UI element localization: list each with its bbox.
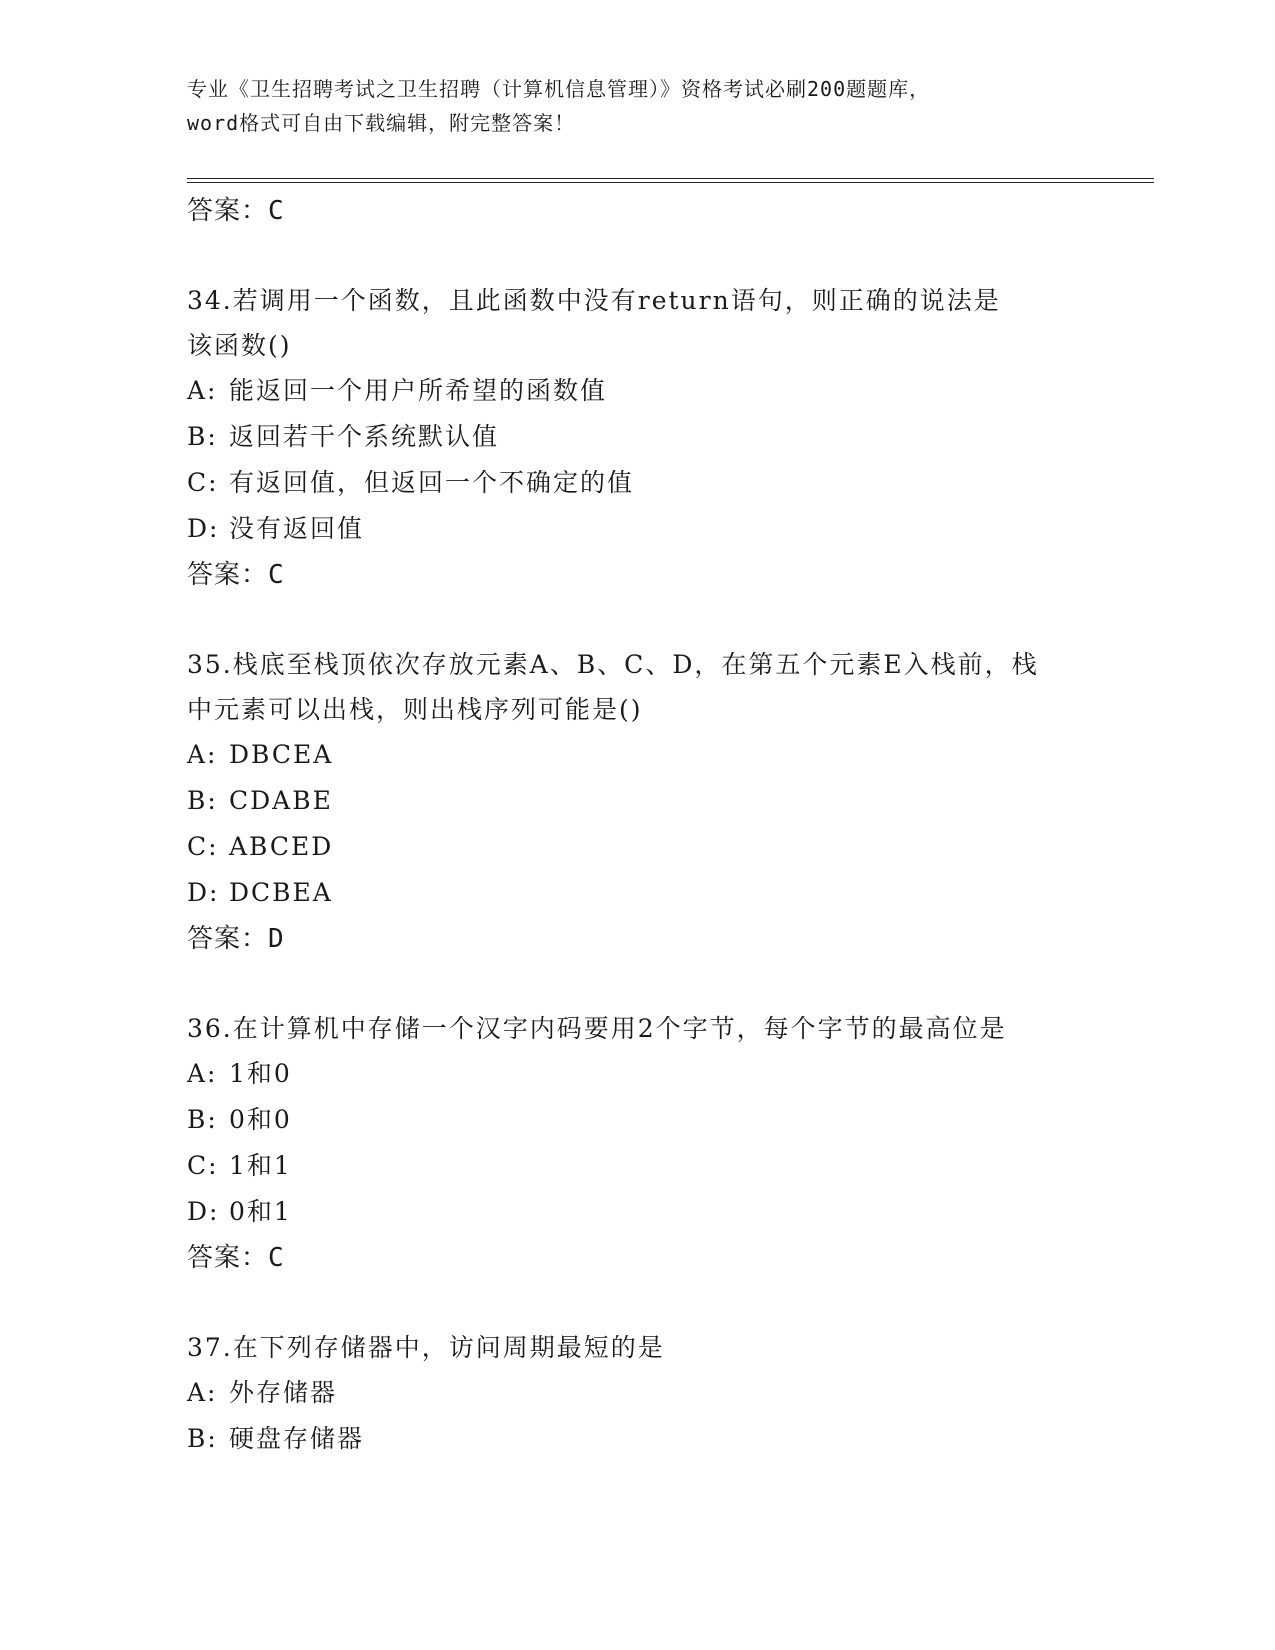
question-block bbox=[187, 278, 1087, 598]
option-letter: D: bbox=[187, 1197, 220, 1226]
option-text: 1和0 bbox=[229, 1059, 292, 1088]
option-a bbox=[187, 368, 1087, 414]
option-letter: A: bbox=[187, 1059, 218, 1088]
option-a bbox=[187, 1051, 1087, 1097]
option-letter: A: bbox=[187, 1378, 218, 1407]
option-d bbox=[187, 1189, 1087, 1235]
option-letter: D: bbox=[187, 878, 220, 907]
header-double-rule bbox=[187, 178, 1154, 183]
option-letter: A: bbox=[187, 740, 218, 769]
option-c bbox=[187, 824, 1087, 870]
header-line-2: word格式可自由下载编辑，附完整答案！ bbox=[187, 111, 576, 135]
question-text: 37.在下列存储器中，访问周期最短的是 bbox=[187, 1333, 665, 1362]
header-line-1: 专业《卫生招聘考试之卫生招聘（计算机信息管理）》资格考试必刷200题题库， bbox=[187, 77, 931, 101]
previous-answer: 答案：C bbox=[187, 196, 285, 226]
answer-line: 答案：D bbox=[187, 924, 285, 954]
option-text: 能返回一个用户所希望的函数值 bbox=[229, 376, 608, 405]
question-block bbox=[187, 1006, 1087, 1281]
document-header bbox=[187, 72, 1087, 140]
option-a bbox=[187, 1370, 1087, 1416]
option-c bbox=[187, 1143, 1087, 1189]
option-text: 没有返回值 bbox=[229, 514, 365, 543]
question-text: 36.在计算机中存储一个汉字内码要用2个字节，每个字节的最高位是 bbox=[187, 1014, 1007, 1043]
option-a bbox=[187, 732, 1087, 778]
option-c bbox=[187, 460, 1087, 506]
question-text: 中元素可以出栈，则出栈序列可能是() bbox=[187, 695, 643, 724]
option-b bbox=[187, 1416, 1087, 1462]
option-text: 0和1 bbox=[229, 1197, 292, 1226]
option-letter: C: bbox=[187, 1151, 219, 1180]
option-text: CDABE bbox=[229, 786, 333, 815]
option-letter: C: bbox=[187, 468, 219, 497]
option-b bbox=[187, 1097, 1087, 1143]
option-letter: B: bbox=[187, 786, 218, 815]
spacer bbox=[187, 962, 1087, 1006]
option-text: 0和0 bbox=[229, 1105, 292, 1134]
answer-line: 答案：C bbox=[187, 560, 285, 590]
option-letter: B: bbox=[187, 422, 218, 451]
question-text: 34.若调用一个函数，且此函数中没有return语句，则正确的说法是 bbox=[187, 286, 1001, 315]
option-text: 1和1 bbox=[229, 1151, 292, 1180]
option-letter: B: bbox=[187, 1105, 218, 1134]
option-text: DCBEA bbox=[229, 878, 333, 907]
option-d bbox=[187, 870, 1087, 916]
question-text: 35.栈底至栈顶依次存放元素A、B、C、D，在第五个元素E入栈前，栈 bbox=[187, 650, 1039, 679]
question-list bbox=[187, 188, 1087, 1462]
spacer bbox=[187, 234, 1087, 278]
question-block bbox=[187, 642, 1087, 962]
option-text: 返回若干个系统默认值 bbox=[229, 422, 500, 451]
option-letter: B: bbox=[187, 1424, 218, 1453]
option-d bbox=[187, 506, 1087, 552]
option-text: 硬盘存储器 bbox=[229, 1424, 365, 1453]
option-text: 外存储器 bbox=[229, 1378, 338, 1407]
option-letter: A: bbox=[187, 376, 218, 405]
question-block bbox=[187, 1325, 1087, 1462]
option-letter: D: bbox=[187, 514, 220, 543]
spacer bbox=[187, 598, 1087, 642]
option-text: ABCED bbox=[229, 832, 334, 861]
option-letter: C: bbox=[187, 832, 219, 861]
option-b bbox=[187, 778, 1087, 824]
option-text: DBCEA bbox=[229, 740, 334, 769]
spacer bbox=[187, 1281, 1087, 1325]
question-text: 该函数() bbox=[187, 331, 292, 360]
answer-line: 答案：C bbox=[187, 1243, 285, 1273]
option-text: 有返回值，但返回一个不确定的值 bbox=[229, 468, 635, 497]
option-b bbox=[187, 414, 1087, 460]
